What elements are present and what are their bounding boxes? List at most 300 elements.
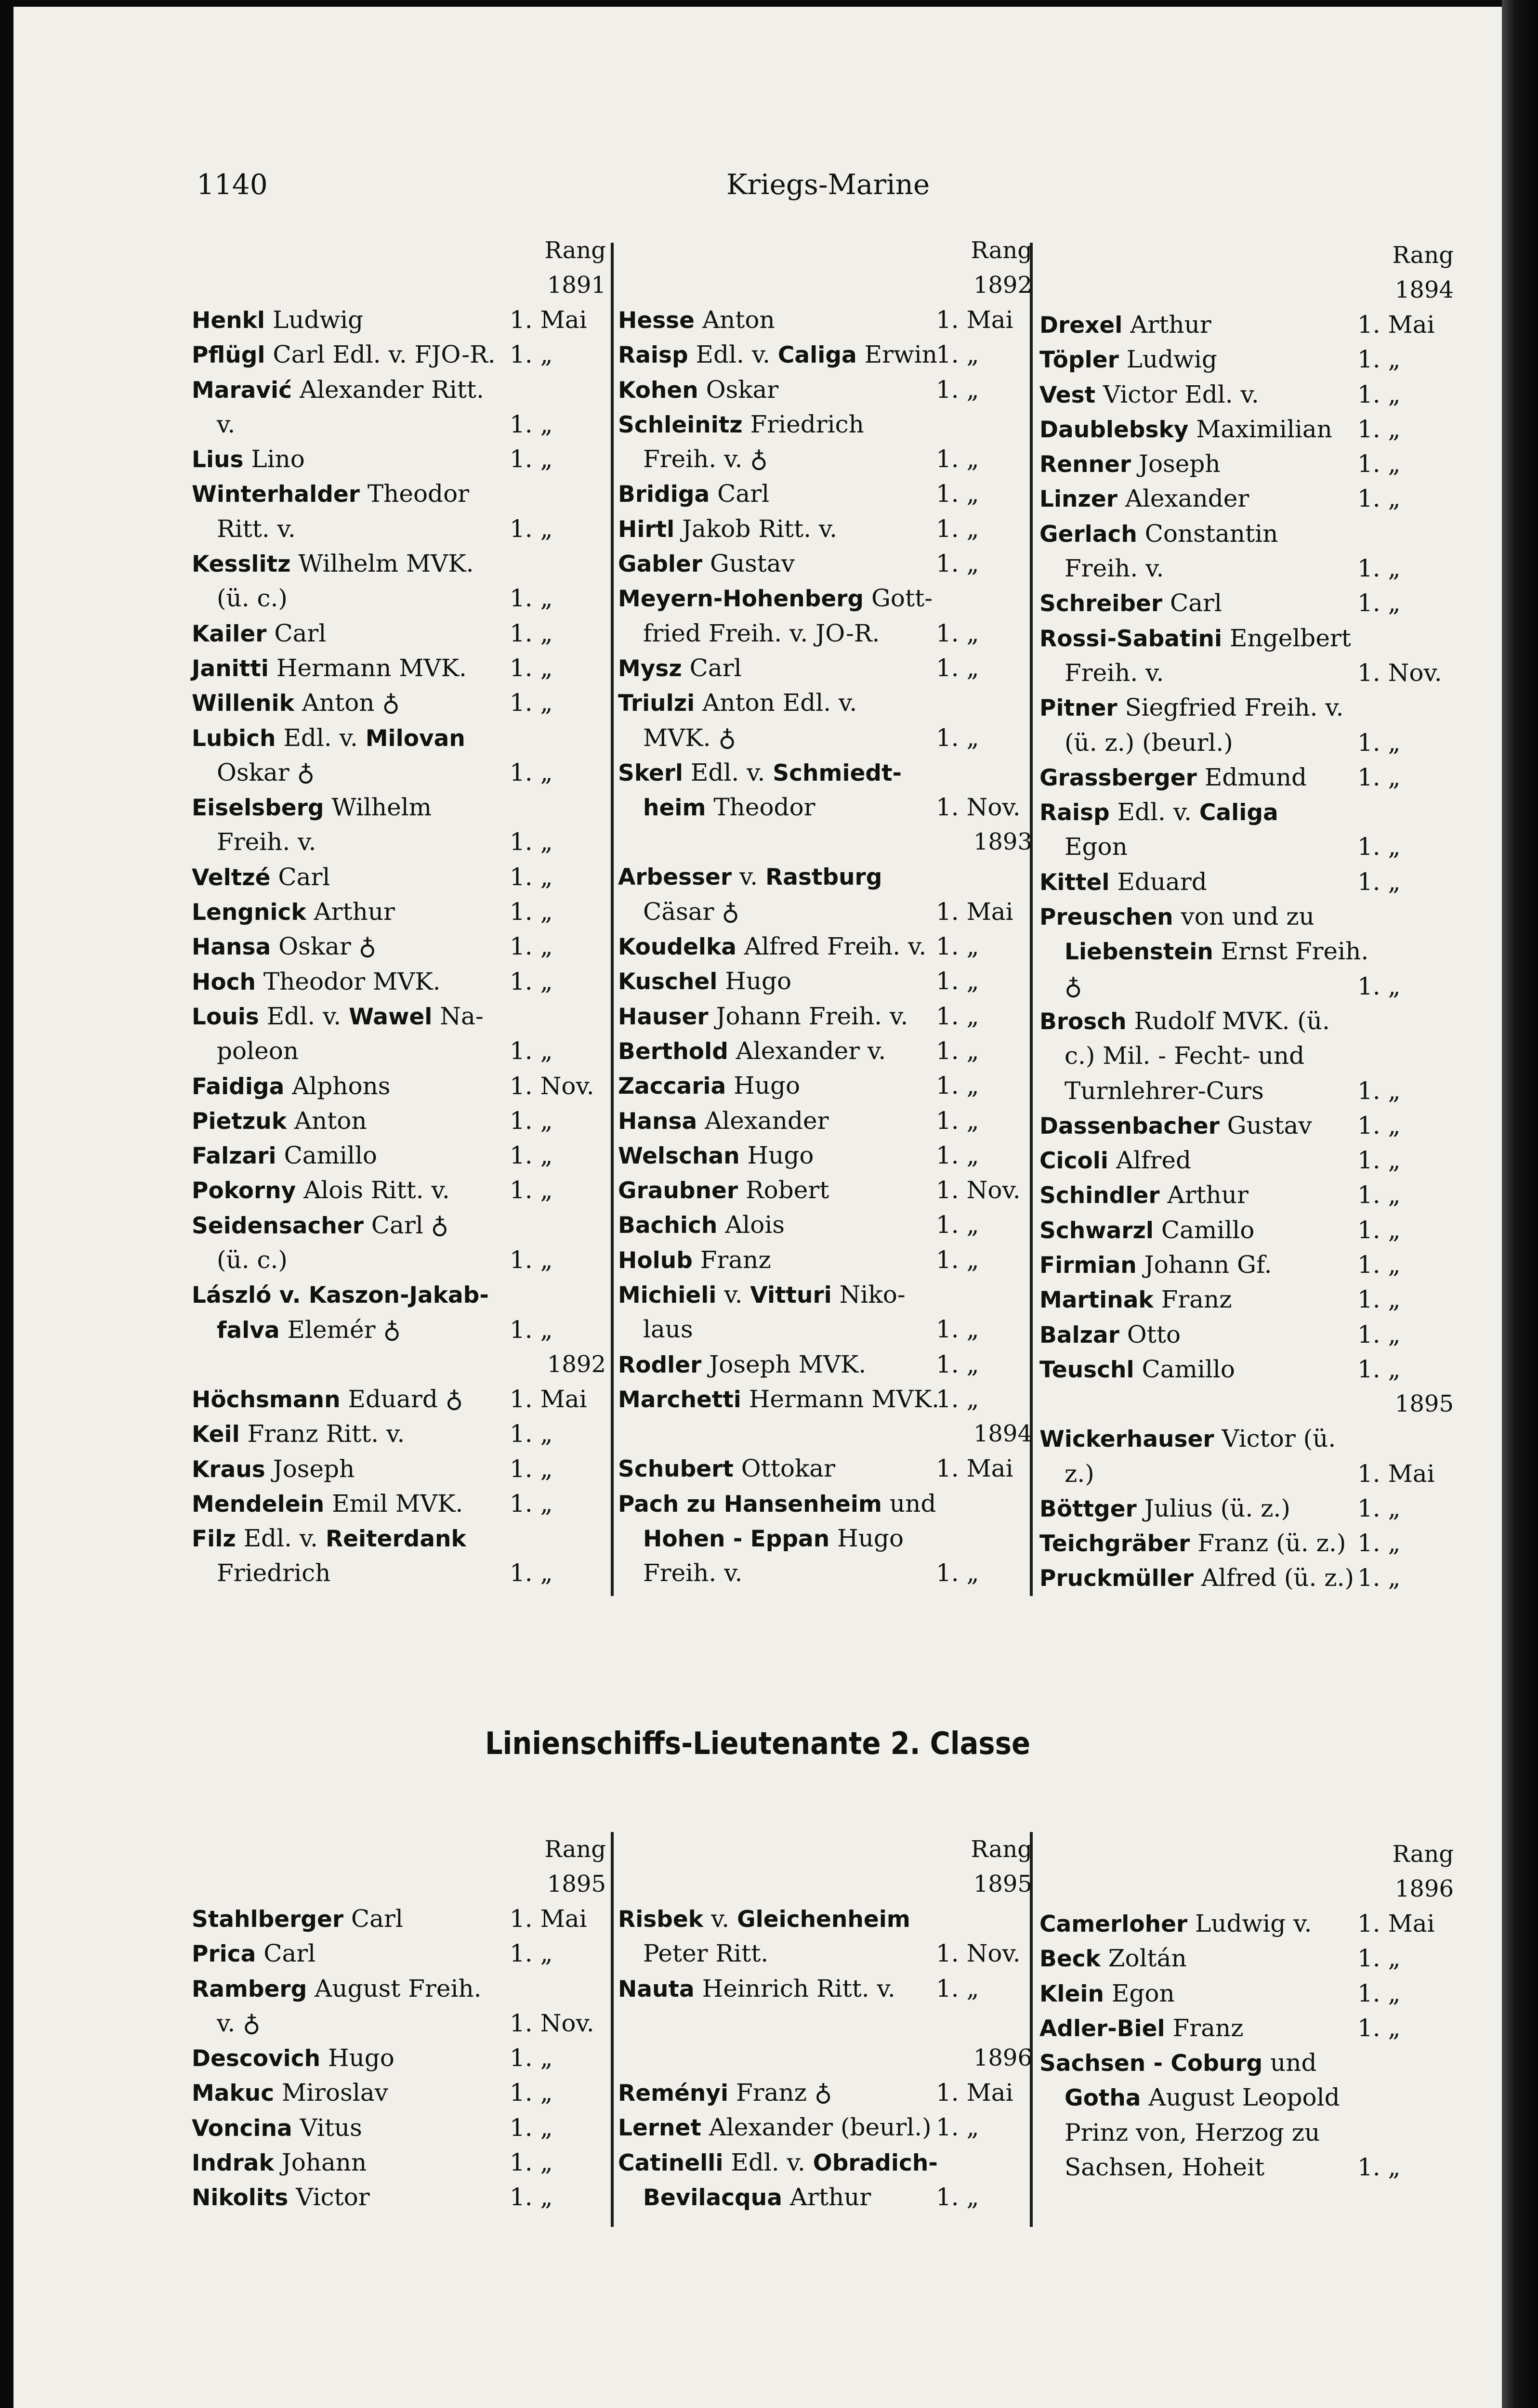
surname: Cicoli (1039, 1148, 1108, 1175)
officer-entry (1039, 412, 1454, 446)
rank-date: 1. „ (510, 1315, 553, 1344)
column-rule (611, 243, 614, 1596)
surname: Teichgräber (1039, 1531, 1190, 1557)
rank-date: 1. „ (1357, 2014, 1401, 2042)
officer-name (1065, 1456, 1094, 1491)
officer-name (643, 1556, 742, 1590)
officer-entry (192, 790, 606, 824)
rank-date: 1. „ (936, 1002, 979, 1030)
surname: Gabler (618, 551, 703, 578)
officer-entry (618, 1312, 1032, 1347)
officer-entry (618, 859, 1032, 894)
officer-name (618, 1034, 886, 1069)
rank-heading: Rang (1392, 242, 1454, 269)
officer-entry (618, 511, 1032, 546)
rank-date: 1. „ (1357, 1494, 1401, 1522)
surname: Berthold (618, 1038, 728, 1065)
officer-name (192, 372, 484, 408)
surname: Linzer (1039, 486, 1117, 513)
officer-name (618, 1173, 829, 1208)
surname: Holub (618, 1247, 693, 1274)
officer-name (1039, 1247, 1272, 1283)
officer-entry (1039, 551, 1454, 586)
surname: Marchetti (618, 1386, 741, 1413)
given-names: poleon (217, 1037, 299, 1065)
predicate: Caliga (777, 342, 857, 369)
rank-date: 1. „ (510, 619, 553, 647)
rank-date: 1. „ (1357, 1076, 1401, 1105)
rank-date: 1. „ (1357, 867, 1401, 896)
officer-entry (1039, 377, 1454, 412)
officer-name (1039, 1004, 1330, 1039)
given-names: Lino (243, 445, 305, 473)
officer-name (1039, 412, 1332, 447)
given-names: Theodor (359, 480, 470, 508)
officer-name (192, 929, 376, 965)
officer-entry (1039, 1282, 1454, 1317)
officer-entry (192, 1936, 606, 1971)
rank-date: 1. „ (1357, 2153, 1401, 2182)
officer-entry (618, 337, 1032, 372)
officer-entry (618, 1277, 1032, 1312)
rank-date: 1. „ (510, 932, 553, 961)
rank-date: 1. „ (936, 480, 979, 508)
officer-entry (618, 2180, 1032, 2214)
rank-date: 1. „ (510, 1489, 553, 1518)
rank-date: 1. Mai (510, 1905, 587, 1933)
given-names: Hugo (726, 1072, 801, 1100)
given-names: MVK. (643, 723, 711, 752)
given-names: Engelbert (1222, 624, 1351, 652)
rank-heading: Rang (971, 237, 1032, 264)
helmet-icon: ♁ (383, 1315, 401, 1344)
helmet-icon: ♁ (382, 689, 400, 717)
given-names: Friedrich (742, 410, 864, 438)
surname: Gotha (1065, 2085, 1141, 2112)
predicate: Gleichenheim (737, 1906, 910, 1933)
given-names: Freih. v. (643, 1559, 743, 1587)
officer-entry (1039, 829, 1454, 864)
surname: Grassberger (1039, 764, 1197, 791)
surname: Pflügl (192, 342, 265, 369)
officer-entry (1039, 1456, 1454, 1491)
officer-name (618, 1138, 814, 1174)
rank-heading: Rang (544, 237, 606, 264)
rank-date: 1. „ (936, 1350, 979, 1378)
given-names: Anton Edl. v. (695, 689, 857, 717)
officer-entry (1039, 760, 1454, 795)
given-names: Turnlehrer-Curs (1065, 1076, 1264, 1105)
officer-name (1039, 377, 1259, 413)
officer-entry (618, 894, 1032, 929)
officer-name (618, 1243, 771, 1278)
officer-entry (192, 1312, 606, 1347)
surname: Hansa (192, 934, 271, 961)
rank-date: 1. „ (936, 1141, 979, 1169)
given-names: Carl (270, 863, 330, 891)
given-names: Alois (717, 1211, 785, 1239)
rank-date: 1. „ (510, 654, 553, 682)
officer-entry (1039, 1976, 1454, 2011)
officer-entry (192, 1208, 606, 1243)
officer-column (1039, 238, 1454, 1596)
officer-entry (1039, 2150, 1454, 2185)
officer-name (217, 755, 315, 790)
given-names: Alfred (1108, 1146, 1191, 1175)
given-names: Victor (288, 2183, 370, 2212)
officer-entry (192, 1243, 606, 1277)
officer-name (1039, 586, 1222, 621)
given-names: v. (716, 1281, 750, 1309)
surname: Firmian (1039, 1252, 1137, 1279)
helmet-icon: ♁ (243, 2009, 261, 2037)
given-names: Hermann MVK. (741, 1385, 939, 1413)
surname: Prica (192, 1941, 256, 1968)
officer-entry (1039, 969, 1454, 1004)
officer-entry (192, 1034, 606, 1068)
given-names: Victor Edl. v. (1095, 380, 1259, 408)
officer-name (1039, 1976, 1175, 2012)
officer-name (1039, 690, 1344, 726)
surname: Raisp (1039, 799, 1110, 826)
officer-entry (192, 1382, 606, 1416)
given-names: Ludwig (265, 306, 364, 334)
rank-date: 1. „ (510, 1246, 553, 1274)
officer-name (192, 1971, 482, 2007)
rank-date: 1. „ (1357, 1979, 1401, 2007)
surname: Dassenbacher (1039, 1112, 1220, 1139)
given-names: Franz (1165, 2014, 1244, 2042)
officer-name (217, 2006, 261, 2041)
surname: Makuc (192, 2080, 275, 2107)
officer-name (1039, 1108, 1312, 1144)
rank-date: 1. Mai (1357, 1459, 1435, 1488)
rank-date: 1. „ (1357, 1111, 1401, 1139)
officer-name (1065, 2115, 1320, 2150)
given-names: Alexander (697, 1106, 829, 1135)
given-names: Jakob Ritt. v. (674, 514, 838, 543)
rank-date: 1. Mai (1357, 1910, 1435, 1937)
rank-date: 1. „ (510, 1454, 553, 1483)
officer-name (1039, 760, 1307, 796)
page-number: 1140 (197, 168, 268, 201)
rank-date: 1. „ (936, 1036, 979, 1065)
rank-date: 1. „ (510, 2183, 553, 2212)
officer-name (618, 1901, 910, 1937)
rank-date: 1. „ (1357, 763, 1401, 791)
given-names: Prinz von, Herzog zu (1065, 2118, 1320, 2146)
officer-name (192, 2180, 370, 2215)
surname: Vest (1039, 381, 1096, 408)
rank-date: 1. „ (1357, 415, 1401, 443)
officer-name (618, 2110, 932, 2146)
rank-date: 1. „ (936, 340, 979, 369)
officer-column (618, 1832, 1032, 2214)
officer-name (192, 2110, 362, 2146)
helmet-icon: ♁ (1065, 972, 1082, 1000)
rank-date: 1. „ (510, 514, 553, 543)
officer-column (1039, 1837, 1454, 2185)
officer-name (1039, 516, 1278, 552)
officer-name (192, 302, 363, 338)
officer-name (1065, 969, 1082, 1004)
officer-name (192, 2145, 367, 2181)
officer-entry (618, 1486, 1032, 1521)
given-names: Ernst Freih. (1213, 937, 1369, 966)
surname: Raisp (618, 342, 688, 369)
officer-name (1039, 1941, 1187, 1976)
surname: Winterhalder (192, 481, 360, 508)
rank-date: 1. Mai (1357, 311, 1435, 339)
given-names: Otto (1119, 1320, 1181, 1348)
officer-name (217, 1556, 330, 1590)
officer-entry (1039, 1491, 1454, 1526)
officer-entry (1039, 1352, 1454, 1387)
surname: Graubner (618, 1178, 738, 1204)
surname: Nikolits (192, 2185, 289, 2212)
officer-entry (192, 1069, 606, 1103)
officer-entry (192, 2041, 606, 2075)
rank-heading: 1891 (547, 272, 606, 299)
given-names: Elemér (279, 1315, 376, 1344)
rank-date: 1. „ (510, 898, 553, 926)
given-names: Egon (1104, 1979, 1175, 2007)
given-names: August Freih. (307, 1974, 482, 2002)
given-names: Cäsar (643, 897, 714, 926)
surname: Kesslitz (192, 551, 291, 578)
officer-name (618, 581, 933, 616)
rank-date: 1. „ (1357, 1285, 1401, 1314)
officer-entry (618, 685, 1032, 720)
officer-entry (192, 685, 606, 720)
given-names: und (1262, 2049, 1317, 2077)
officer-entry (618, 1243, 1032, 1277)
surname: Koudelka (618, 934, 736, 961)
officer-name (192, 442, 305, 477)
surname: Lernet (618, 2115, 701, 2142)
officer-entry (1039, 1213, 1454, 1247)
given-names: Joseph (265, 1454, 355, 1483)
given-names: Johann Freih. v. (708, 1002, 908, 1030)
officer-entry (618, 720, 1032, 755)
rank-date: 1. „ (1357, 1529, 1401, 1557)
officer-entry (1039, 2045, 1454, 2080)
rank-date: 1. Nov. (510, 1072, 594, 1100)
officer-name (1039, 446, 1221, 482)
surname: Hirtl (618, 516, 675, 543)
given-names: Carl (363, 1211, 423, 1239)
predicate: Vitturi (750, 1282, 832, 1309)
surname: Willenik (192, 690, 294, 717)
given-names: Johann (274, 2148, 367, 2177)
given-names: Alfred (ü. z.) (1193, 1564, 1354, 1592)
officer-name (618, 1971, 895, 2007)
officer-name (192, 1138, 377, 1174)
rank-date: 1. „ (936, 375, 979, 404)
officer-name (217, 581, 288, 615)
officer-entry (1039, 1560, 1454, 1595)
officer-name (1039, 899, 1315, 935)
officer-entry (618, 1521, 1032, 1556)
helmet-icon: ♁ (431, 1211, 449, 1239)
officer-entry (618, 616, 1032, 651)
surname: Rossi-Sabatini (1039, 625, 1223, 652)
rank-date: 1. „ (1357, 833, 1401, 861)
officer-name (1039, 307, 1211, 343)
surname: Schreiber (1039, 590, 1163, 617)
officer-name (192, 1277, 489, 1313)
page (13, 7, 1502, 2408)
given-names: Arthur (782, 2183, 871, 2212)
given-names: Carl (1162, 589, 1222, 617)
rank-date: 1. „ (1357, 345, 1401, 374)
surname: Teuschl (1039, 1356, 1134, 1383)
surname: Hauser (618, 1003, 709, 1030)
surname: Töpler (1039, 347, 1119, 374)
surname: Triulzi (618, 690, 695, 717)
officer-entry (1039, 1421, 1454, 1456)
officer-name (643, 790, 815, 825)
rank-date: 1. Nov. (936, 1176, 1021, 1204)
rank-date: 1. „ (510, 1141, 553, 1170)
surname: Rodler (618, 1351, 702, 1378)
officer-entry (192, 2180, 606, 2214)
name-continuation: Niko- (831, 1281, 906, 1309)
surname: Wickerhauser (1039, 1426, 1214, 1453)
rank-date: 1. „ (936, 654, 979, 682)
rank-heading: 1893 (973, 828, 1032, 856)
rank-heading: 1895 (973, 1871, 1032, 1898)
officer-name (192, 651, 467, 686)
officer-column (618, 233, 1032, 1590)
given-names: Carl (710, 480, 770, 508)
officer-entry (618, 546, 1032, 581)
officer-name (618, 2075, 832, 2111)
column-rule (611, 1832, 614, 2227)
surname: Gerlach (1039, 521, 1137, 548)
surname: László v. Kaszon-Jakab- (192, 1282, 489, 1309)
officer-name (1065, 1073, 1264, 1108)
helmet-icon: ♁ (297, 758, 315, 786)
surname: Camerloher (1039, 1911, 1188, 1937)
officer-name (1065, 2080, 1340, 2116)
officer-entry (1039, 446, 1454, 481)
rank-date: 1. Nov. (936, 793, 1021, 822)
given-names: Julius (ü. z.) (1136, 1494, 1290, 1522)
officer-column (192, 233, 606, 1591)
officer-entry (192, 999, 606, 1034)
rank-date: 1. „ (510, 2044, 553, 2072)
surname: Lubich (192, 725, 276, 752)
given-names: Gustav (1219, 1111, 1312, 1139)
officer-name (1039, 1526, 1346, 1561)
officer-name (618, 407, 864, 443)
officer-name (1039, 1421, 1336, 1457)
rank-date: 1. „ (1357, 589, 1401, 617)
officer-entry (618, 1138, 1032, 1173)
officer-entry (618, 407, 1032, 442)
officer-entry (192, 1971, 606, 2006)
predicate: Schmiedt- (773, 759, 902, 786)
surname: Kittel (1039, 869, 1110, 896)
officer-name (1065, 829, 1128, 864)
surname: Kraus (192, 1456, 265, 1483)
surname: Hansa (618, 1108, 697, 1135)
surname: Bevilacqua (643, 2185, 782, 2212)
officer-name (643, 720, 736, 755)
given-names: z.) (1065, 1459, 1094, 1488)
officer-entry (1039, 1317, 1454, 1352)
rank-date: 1. „ (936, 723, 979, 752)
rank-heading: 1894 (973, 1420, 1032, 1448)
officer-name (618, 302, 775, 338)
surname: Henkl (192, 307, 265, 334)
officer-column (192, 1832, 606, 2215)
given-names: Franz Ritt. v. (239, 1420, 405, 1448)
rank-date: 1. „ (1357, 1944, 1401, 1973)
officer-name (192, 964, 441, 1000)
officer-entry (1039, 1941, 1454, 1976)
officer-name (192, 476, 469, 512)
given-names: Edl. v. (236, 1524, 326, 1553)
officer-entry (618, 1556, 1032, 1590)
rank-date: 1. „ (510, 584, 553, 613)
given-names: Robert (738, 1176, 829, 1204)
rank-heading: 1895 (1394, 1390, 1454, 1418)
officer-entry (192, 1486, 606, 1521)
officer-name (1065, 551, 1164, 586)
officer-entry (1039, 1004, 1454, 1038)
given-names: (ü. c.) (217, 1246, 288, 1274)
given-names: Oskar (217, 758, 289, 786)
officer-name (618, 964, 791, 999)
rank-date: 1. „ (510, 689, 553, 717)
given-names: Wilhelm MVK. (290, 550, 474, 578)
given-names: v. (703, 1905, 737, 1933)
officer-entry (192, 442, 606, 476)
officer-name (217, 511, 296, 546)
officer-name (217, 1243, 288, 1277)
given-names: Alphons (284, 1072, 391, 1100)
surname: Falzari (192, 1143, 276, 1170)
officer-entry (618, 1451, 1032, 1486)
rank-date: 1. „ (510, 967, 553, 995)
given-names: Victor (ü. (1214, 1425, 1336, 1453)
officer-name (192, 1103, 367, 1139)
officer-entry (618, 1034, 1032, 1068)
given-names: Ludwig (1118, 345, 1217, 374)
predicate: Reiterdank (325, 1526, 466, 1553)
officer-entry (192, 1103, 606, 1138)
officer-entry (618, 2145, 1032, 2180)
officer-entry (618, 1103, 1032, 1138)
officer-entry (1039, 2115, 1454, 2150)
officer-name (192, 685, 400, 721)
officer-entry (192, 1556, 606, 1590)
officer-entry (192, 964, 606, 999)
rank-date: 1. „ (510, 2079, 553, 2107)
surname: Pruckmüller (1039, 1565, 1194, 1592)
given-names: Zoltán (1100, 1944, 1187, 1973)
surname: Louis (192, 1003, 259, 1030)
officer-name (192, 999, 484, 1034)
given-names: Freih. v. (217, 828, 316, 856)
given-names: Johann Gf. (1136, 1251, 1272, 1279)
rank-date: 1. Nov. (510, 2009, 594, 2037)
rank-date: 1. „ (1357, 972, 1401, 1000)
rank-date: 1. „ (510, 1420, 553, 1448)
officer-entry (618, 302, 1032, 337)
